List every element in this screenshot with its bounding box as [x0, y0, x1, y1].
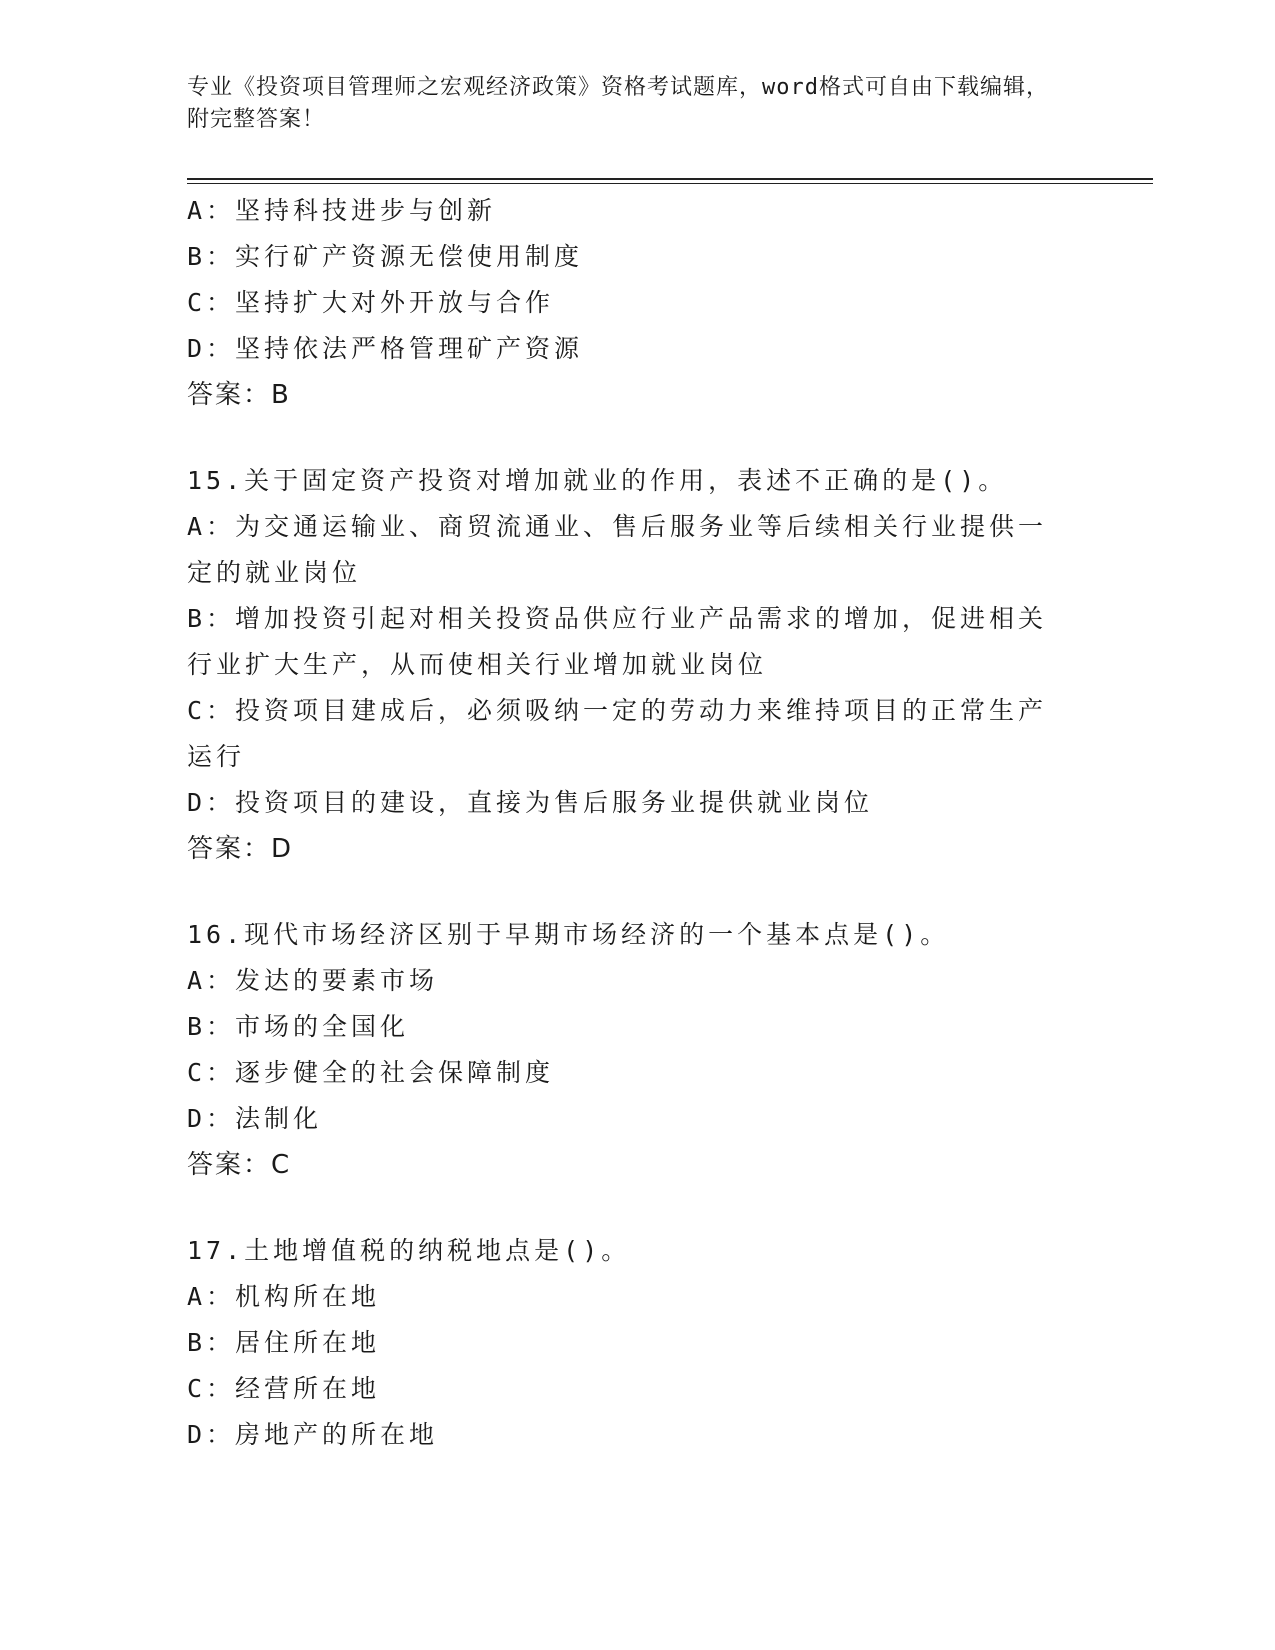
option-a: A：机构所在地 [187, 1282, 381, 1311]
option-c: C：坚持扩大对外开放与合作 [187, 288, 555, 317]
answer: 答案：B [187, 380, 291, 410]
header-divider-thin [187, 183, 1153, 184]
option-a: A：坚持科技进步与创新 [187, 196, 497, 225]
answer: 答案：D [187, 834, 294, 864]
question-15 [187, 458, 1067, 872]
option-b: B：实行矿产资源无偿使用制度 [187, 242, 584, 271]
option-b: B：市场的全国化 [187, 1012, 410, 1041]
question-list [187, 188, 1067, 1458]
header-divider-thick [187, 178, 1153, 180]
option-c: C：投资项目建成后，必须吸纳一定的劳动力来维持项目的正常生产运行 [187, 696, 1048, 771]
option-c: C：逐步健全的社会保障制度 [187, 1058, 555, 1087]
option-d: D：坚持依法严格管理矿产资源 [187, 334, 584, 363]
question-17 [187, 1228, 1067, 1458]
option-d: D：投资项目的建设，直接为售后服务业提供就业岗位 [187, 788, 874, 817]
answer: 答案：C [187, 1150, 292, 1180]
option-b: B：居住所在地 [187, 1328, 381, 1357]
question-text: 16.现代市场经济区别于早期市场经济的一个基本点是()。 [187, 920, 950, 949]
option-a: A：为交通运输业、商贸流通业、售后服务业等后续相关行业提供一定的就业岗位 [187, 512, 1048, 587]
option-d: D：房地产的所在地 [187, 1420, 439, 1449]
option-a: A：发达的要素市场 [187, 966, 439, 995]
option-d: D：法制化 [187, 1104, 323, 1133]
question-16 [187, 912, 1067, 1188]
option-c: C：经营所在地 [187, 1374, 381, 1403]
question-14 [187, 188, 1067, 418]
option-b: B：增加投资引起对相关投资品供应行业产品需求的增加，促进相关行业扩大生产，从而使相关行业增加就业岗位 [187, 604, 1048, 679]
question-text: 15.关于固定资产投资对增加就业的作用，表述不正确的是()。 [187, 466, 1008, 495]
question-text: 17.土地增值税的纳税地点是()。 [187, 1236, 631, 1265]
document-header: 专业《投资项目管理师之宏观经济政策》资格考试题库，word格式可自由下载编辑，附完整答案！ [187, 75, 1049, 132]
